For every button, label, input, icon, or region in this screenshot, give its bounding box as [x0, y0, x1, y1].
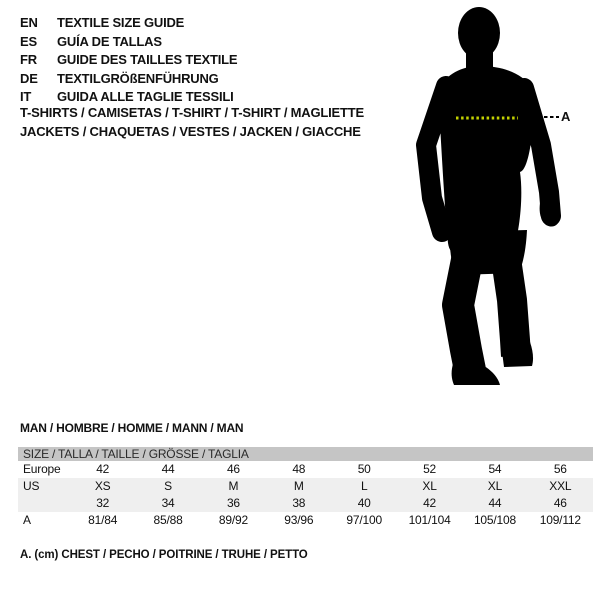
size-table-header: SIZE / TALLA / TAILLE / GRÖSSE / TAGLIA	[18, 447, 593, 461]
size-cell: 85/88	[153, 513, 183, 527]
size-table-row	[18, 461, 593, 478]
size-table-row	[18, 495, 593, 512]
silhouette-front-foot	[452, 364, 500, 385]
size-cell: 52	[423, 462, 437, 476]
language-label: TEXTILE SIZE GUIDE	[57, 15, 185, 30]
language-label: GUIDA ALLE TAGLIE TESSILI	[57, 89, 234, 104]
size-cell: 36	[226, 496, 240, 510]
size-cell: 81/84	[88, 513, 118, 527]
size-cell: 56	[553, 462, 567, 476]
size-cell: 50	[357, 462, 371, 476]
size-cell: 101/104	[408, 513, 451, 527]
category-jackets: JACKETS / CHAQUETAS / VESTES / JACKEN / GIACCHE	[20, 123, 361, 139]
size-cell: L	[360, 479, 368, 493]
size-cell: 32	[96, 496, 110, 510]
size-cell: 97/100	[346, 513, 382, 527]
size-table	[18, 447, 593, 529]
size-table-row	[18, 512, 593, 529]
measurement-footnote: A. (cm) CHEST / PECHO / POITRINE / TRUHE / PETTO	[20, 549, 308, 561]
size-cell: 42	[423, 496, 437, 510]
silhouette-back-foot	[501, 342, 533, 367]
size-row-label: Europe	[23, 462, 61, 476]
category-tshirts: T-SHIRTS / CAMISETAS / T-SHIRT / T-SHIRT / MAGLIETTE	[20, 105, 364, 120]
size-cell: XS	[94, 479, 111, 493]
size-cell: 48	[292, 462, 306, 476]
size-cell: 42	[96, 462, 110, 476]
language-code: ES	[20, 33, 37, 49]
size-cell: XL	[487, 479, 503, 493]
size-cell: 44	[488, 496, 502, 510]
size-cell: 40	[357, 496, 371, 510]
size-cell: 46	[226, 462, 240, 476]
language-code: DE	[20, 70, 38, 86]
size-cell: 44	[161, 462, 175, 476]
measure-label-a: A	[561, 109, 571, 124]
size-cell: 89/92	[218, 513, 248, 527]
size-cell: 38	[292, 496, 306, 510]
size-cell: M	[228, 479, 239, 493]
size-cell: 34	[161, 496, 175, 510]
language-label: GUÍA DE TALLAS	[57, 33, 162, 49]
size-row-label: A	[23, 513, 31, 527]
section-heading: MAN / HOMBRE / HOMME / MANN / MAN	[20, 421, 244, 435]
size-cell: XXL	[549, 479, 572, 493]
size-cell: M	[293, 479, 304, 493]
language-label: GUIDE DES TAILLES TEXTILE	[57, 52, 238, 67]
size-table-body	[18, 461, 593, 529]
size-cell: 46	[553, 496, 567, 510]
size-cell: 105/108	[473, 513, 516, 527]
size-cell: 54	[488, 462, 502, 476]
language-code: FR	[20, 52, 37, 67]
language-code: EN	[20, 15, 38, 30]
size-table-row	[18, 478, 593, 495]
language-label: TEXTILGRÖßENFÜHRUNG	[57, 70, 219, 86]
size-cell: 93/96	[284, 513, 314, 527]
size-row-label: US	[23, 479, 40, 493]
language-code: IT	[20, 89, 32, 104]
size-cell: S	[164, 479, 172, 493]
size-cell: XL	[422, 479, 437, 493]
size-cell: 109/112	[539, 513, 581, 527]
